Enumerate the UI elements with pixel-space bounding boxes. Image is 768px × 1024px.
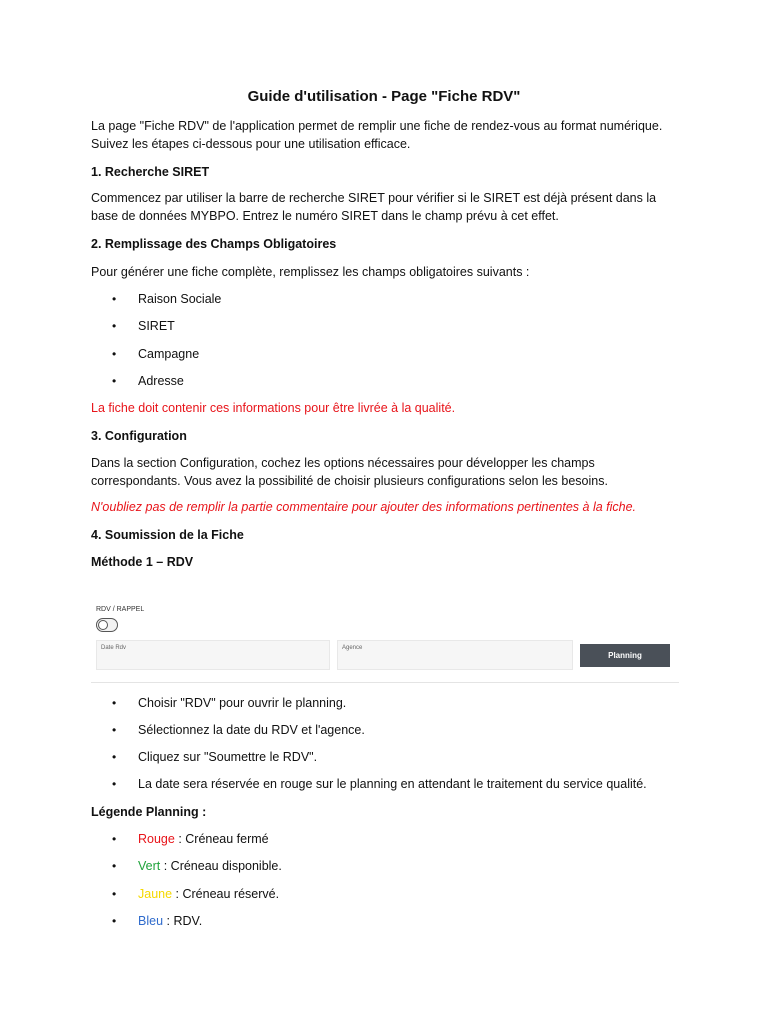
legend-color-name: Rouge — [138, 832, 175, 846]
bullet-icon: • — [112, 914, 117, 928]
rdv-form-screenshot — [91, 604, 679, 686]
intro-paragraph: La page "Fiche RDV" de l'application permet de remplir une fiche de rendez-vous au format numérique. Suivez les étapes ci-dessous pour une utilisation efficace. — [91, 119, 663, 151]
date-rdv-field[interactable] — [96, 640, 330, 670]
toggle-knob — [98, 620, 108, 630]
section-2-note: La fiche doit contenir ces informations pour être livrée à la qualité. — [91, 401, 456, 415]
section-3-heading: 3. Configuration — [91, 429, 187, 443]
section-1-text: Commencez par utiliser la barre de recherche SIRET pour vérifier si le SIRET est déjà présent dans la base de données MYBPO. Entrez le numéro SIRET dans le champ prévu à cet effet. — [91, 191, 657, 223]
bullet-icon: • — [112, 723, 117, 737]
legend-heading: Légende Planning : — [91, 805, 207, 819]
section-1-heading: 1. Recherche SIRET — [91, 165, 210, 179]
legend-item-blue: • Bleu : RDV. — [112, 914, 203, 928]
list-item: • Raison Sociale — [112, 292, 222, 306]
toggle-label: RDV / RAPPEL — [96, 606, 145, 613]
list-item: • Sélectionnez la date du RDV et l'agence. — [112, 723, 365, 737]
bullet-icon: • — [112, 750, 117, 764]
list-item: • Cliquez sur "Soumettre le RDV". — [112, 750, 318, 764]
legend-item-yellow: • Jaune : Créneau réservé. — [112, 887, 280, 901]
bullet-icon: • — [112, 832, 117, 846]
list-item: • Campagne — [112, 347, 200, 361]
bullet-icon: • — [112, 777, 117, 791]
section-2-text: Pour générer une fiche complète, remplissez les champs obligatoires suivants : — [91, 265, 530, 279]
legend-color-name: Jaune — [138, 887, 173, 901]
bullet-icon: • — [112, 696, 117, 710]
rdv-rappel-toggle[interactable] — [96, 618, 118, 632]
section-2-heading: 2. Remplissage des Champs Obligatoires — [91, 237, 337, 251]
list-item: • Choisir "RDV" pour ouvrir le planning. — [112, 696, 347, 710]
section-3-text: Dans la section Configuration, cochez les options nécessaires pour développer les champs correspondants. Vous avez la possibilité de choisir plusieurs configurations selon les besoins. — [91, 456, 608, 488]
page-title: Guide d'utilisation - Page "Fiche RDV" — [247, 88, 521, 105]
bullet-icon: • — [112, 887, 117, 901]
section-4-heading: 4. Soumission de la Fiche — [91, 528, 244, 542]
bullet-icon: • — [112, 347, 117, 361]
legend-color-name: Bleu — [138, 914, 164, 928]
section-3-note: N'oubliez pas de remplir la partie commentaire pour ajouter des informations pertinentes à la fiche. — [91, 500, 637, 514]
agence-field[interactable] — [337, 640, 573, 670]
date-rdv-placeholder: Date Rdv — [101, 645, 127, 651]
list-item: • Adresse — [112, 374, 184, 388]
agence-placeholder: Agence — [342, 645, 363, 651]
legend-color-name: Vert — [138, 859, 161, 873]
planning-button[interactable]: Planning — [580, 644, 670, 667]
bullet-icon: • — [112, 374, 117, 388]
legend-item-red: • Rouge : Créneau fermé — [112, 832, 269, 846]
list-item: • SIRET — [112, 319, 175, 333]
divider — [91, 682, 679, 683]
bullet-icon: • — [112, 319, 117, 333]
method-1-heading: Méthode 1 – RDV — [91, 555, 194, 569]
bullet-icon: • — [112, 292, 117, 306]
bullet-icon: • — [112, 859, 117, 873]
list-item: • La date sera réservée en rouge sur le planning en attendant le traitement du service qualité. — [112, 777, 647, 791]
legend-item-green: • Vert : Créneau disponible. — [112, 859, 282, 873]
